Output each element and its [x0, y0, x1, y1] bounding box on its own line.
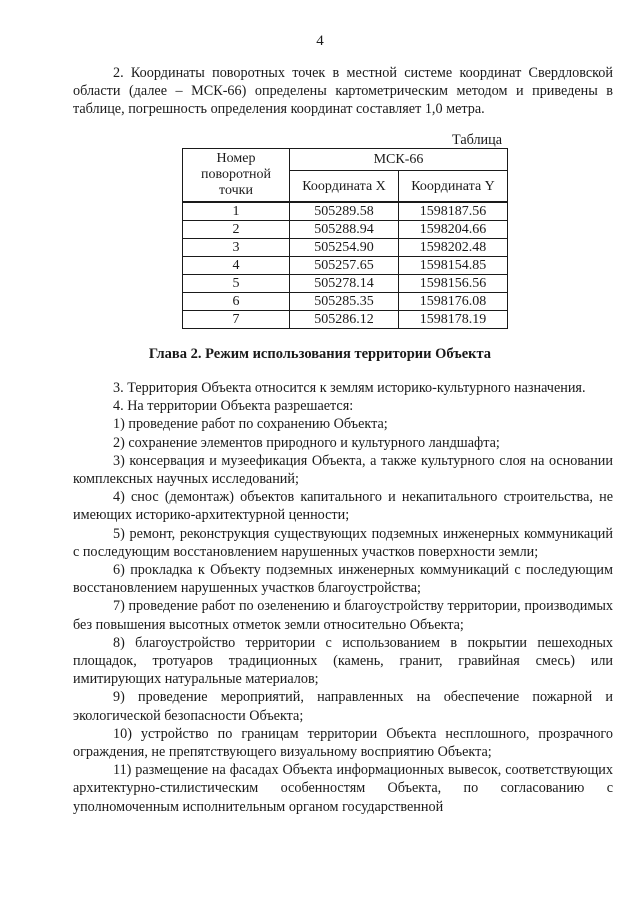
coordinate-x-cell: 505278.14: [290, 275, 399, 293]
body-section: [73, 379, 613, 816]
list-item-7: 7) проведение работ по озеленению и благоустройству территории, производимых без повышения высотных отметок земли относительно Объекта;: [73, 598, 613, 633]
table-row: [183, 275, 508, 293]
paragraph-3: 3. Территория Объекта относится к землям историко-культурного назначения.: [113, 380, 586, 396]
list-item-1: 1) проведение работ по сохранению Объекта;: [113, 416, 388, 433]
table-row: [183, 221, 508, 239]
table-caption: Таблица: [452, 132, 503, 148]
header-coordinate-system: МСК-66: [290, 149, 508, 171]
list-item-8: 8) благоустройство территории с использованием в покрытии пешеходных площадок, тротуаров традиционных (камень, гранит, гравийная смесь) или имитирующих натуральные материалов;: [73, 634, 613, 688]
table-row: [183, 311, 508, 329]
header-point-number: Номер поворотной точки: [183, 149, 290, 203]
point-number-cell: 2: [183, 221, 290, 239]
point-number-cell: 6: [183, 293, 290, 311]
coordinate-x-cell: 505257.65: [290, 257, 399, 275]
coordinate-y-cell: 1598156.56: [399, 275, 508, 293]
page-number: 4: [316, 33, 324, 49]
point-number-cell: 7: [183, 311, 290, 329]
point-number-cell: 5: [183, 275, 290, 293]
table-row: [183, 293, 508, 311]
list-item-5: 5) ремонт, реконструкция существующих подземных инженерных коммуникаций с последующим восстановлением нарушенных участков поверхности земли;: [73, 525, 613, 560]
list-item-4: 4) снос (демонтаж) объектов капитального и некапитального строительства, не имеющих историко-архитектурной ценности;: [73, 489, 613, 524]
intro-section: [73, 64, 613, 119]
coordinates-table: [182, 148, 508, 329]
coordinate-y-cell: 1598187.56: [399, 202, 508, 221]
coordinate-y-cell: 1598204.66: [399, 221, 508, 239]
list-item-2: 2) сохранение элементов природного и культурного ландшафта;: [113, 434, 500, 451]
list-item-9: 9) проведение мероприятий, направленных на обеспечение пожарной и экологической безопасности Объекта;: [73, 689, 613, 724]
point-number-cell: 4: [183, 257, 290, 275]
coordinate-x-cell: 505286.12: [290, 311, 399, 329]
point-number-cell: 3: [183, 239, 290, 257]
list-item-10: 10) устройство по границам территории Объекта несплошного, прозрачного ограждения, не препятствующего визуальному восприятию Объекта;: [73, 725, 613, 761]
coordinate-x-cell: 505254.90: [290, 239, 399, 257]
table-row: [183, 202, 508, 221]
header-coordinate-y: Координата Y: [399, 171, 508, 202]
coordinate-x-cell: 505285.35: [290, 293, 399, 311]
paragraph-4: 4. На территории Объекта разрешается:: [113, 398, 354, 415]
list-item-6: 6) прокладка к Объекту подземных инженерных коммуникаций с последующим восстановлением нарушенных участков благоустройства;: [73, 562, 613, 597]
coordinate-x-cell: 505288.94: [290, 221, 399, 239]
table-row: [183, 257, 508, 275]
coordinate-x-cell: 505289.58: [290, 202, 399, 221]
point-number-cell: 1: [183, 202, 290, 221]
header-coordinate-x: Координата X: [290, 171, 399, 202]
list-item-3: 3) консервация и музеефикация Объекта, а также культурного слоя на основании комплексных научных исследований;: [73, 452, 613, 488]
intro-paragraph: 2. Координаты поворотных точек в местной системе координат Свердловской области (далее – МСК-66) определены картометрическим методом и приведены в таблице, погрешность определения координат составляет 1,0 метра.: [73, 65, 613, 118]
coordinate-y-cell: 1598202.48: [399, 239, 508, 257]
list-item-11: 11) размещение на фасадах Объекта информационных вывесок, соответствующих архитектурно-стилистическим особенностям Объекта, по согласованию с уполномоченным исполнительным органом государственной: [73, 762, 613, 815]
table-row: [183, 239, 508, 257]
coordinate-y-cell: 1598176.08: [399, 293, 508, 311]
coordinate-y-cell: 1598178.19: [399, 311, 508, 329]
coordinate-y-cell: 1598154.85: [399, 257, 508, 275]
chapter-title: Глава 2. Режим использования территории Объекта: [148, 346, 492, 362]
